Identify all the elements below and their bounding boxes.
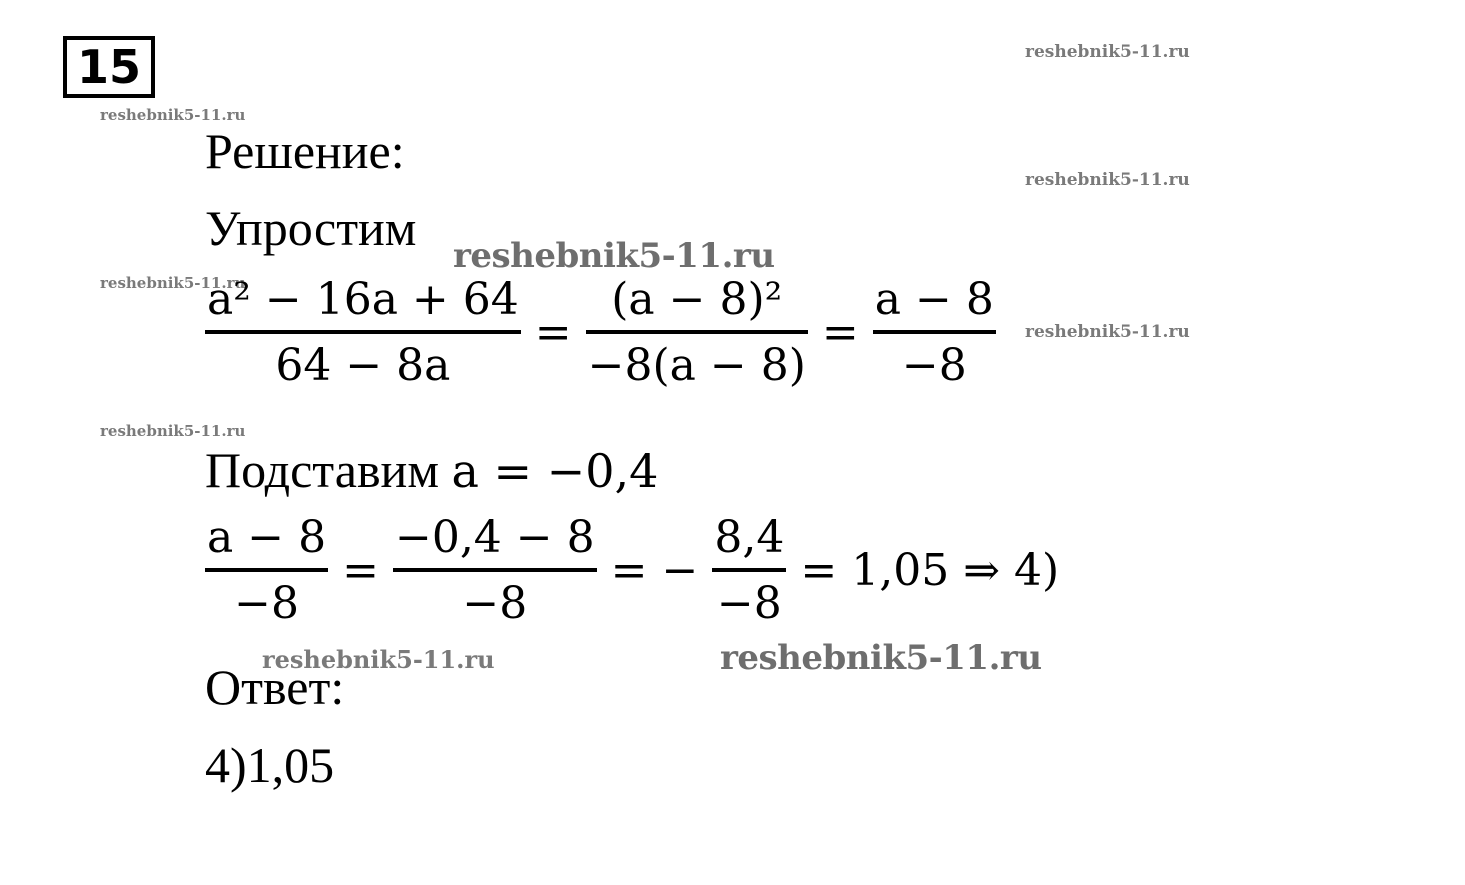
fraction-bar (205, 568, 328, 572)
fraction-bar (205, 330, 521, 334)
watermark: reshebnik5-11.ru (100, 422, 246, 440)
watermark: reshebnik5-11.ru (1025, 42, 1190, 62)
equals-sign: = (342, 545, 379, 596)
fraction (586, 274, 808, 391)
fraction-bar (873, 330, 996, 334)
watermark: reshebnik5-11.ru (100, 106, 246, 124)
numerator: a − 8 (874, 274, 994, 325)
answer-value: 4)1,05 (205, 737, 335, 793)
denominator: −8 (716, 578, 782, 629)
denominator: −8 (234, 578, 299, 629)
numerator: −0,4 − 8 (394, 512, 595, 563)
fraction (205, 274, 521, 391)
fraction (393, 512, 597, 629)
denominator: 64 − 8a (275, 340, 451, 391)
watermark: reshebnik5-11.ru (453, 236, 775, 276)
numerator: (a − 8)² (611, 274, 783, 325)
substitute-label: Подставим (205, 442, 439, 498)
denominator: −8(a − 8) (587, 340, 806, 391)
numerator: a − 8 (207, 512, 327, 563)
equals-sign: = (534, 307, 572, 358)
substitute-line (205, 442, 659, 498)
watermark: reshebnik5-11.ru (100, 274, 246, 292)
denominator: −8 (462, 578, 528, 629)
fraction (712, 512, 786, 629)
substitute-expression: a = −0,4 (451, 444, 659, 498)
numerator: 8,4 (714, 512, 785, 563)
numerator: a² − 16a + 64 (207, 274, 519, 325)
calculation-equation (205, 512, 1073, 629)
problem-number: 15 (63, 36, 155, 98)
equals-sign: = (821, 307, 859, 358)
watermark: reshebnik5-11.ru (1025, 170, 1190, 190)
simplify-label: Упростим (205, 200, 417, 256)
fraction (205, 512, 328, 629)
simplify-equation (205, 274, 996, 391)
watermark: reshebnik5-11.ru (1025, 322, 1190, 342)
solution-heading: Решение: (205, 123, 405, 179)
fraction-bar (393, 568, 597, 572)
answer-label: Ответ: (205, 659, 345, 715)
equals-minus-sign: = − (610, 545, 699, 596)
watermark: reshebnik5-11.ru (720, 638, 1042, 678)
watermark: reshebnik5-11.ru (262, 645, 495, 674)
fraction-bar (586, 330, 808, 334)
result: = 1,05 ⇒ 4) (800, 545, 1060, 596)
fraction-bar (712, 568, 786, 572)
fraction (873, 274, 996, 391)
denominator: −8 (901, 340, 967, 391)
